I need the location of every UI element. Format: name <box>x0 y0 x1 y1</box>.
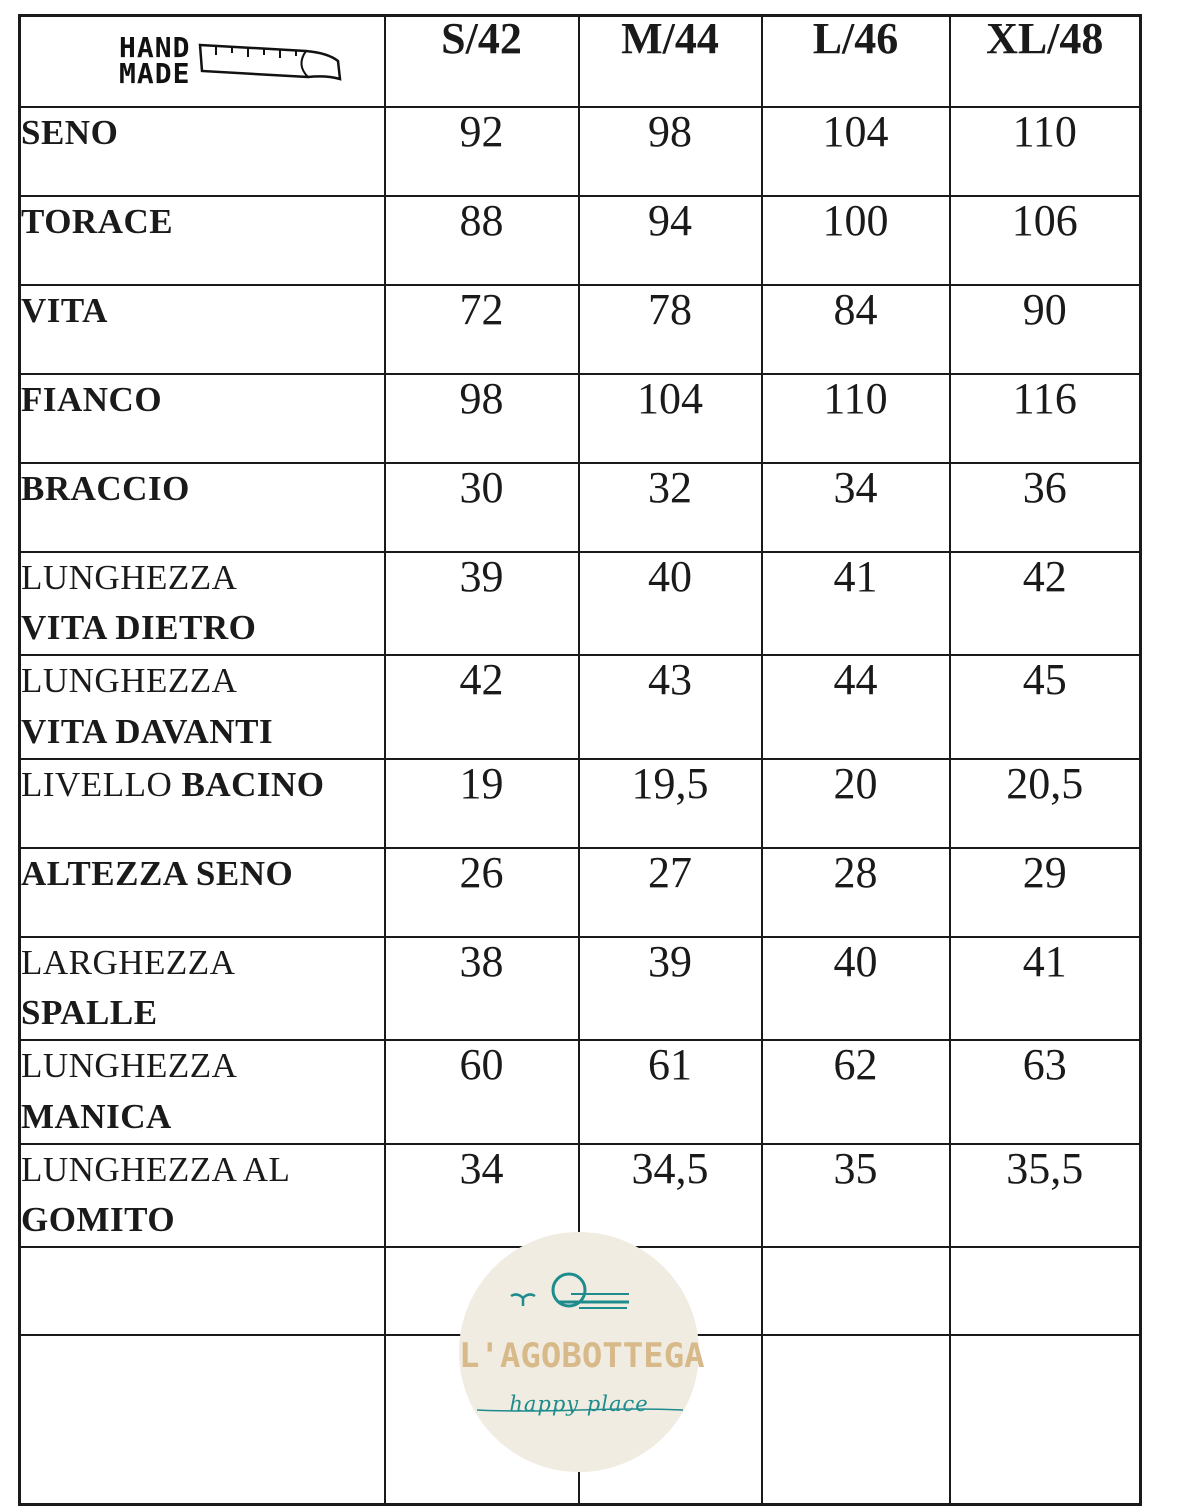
measurement-row <box>20 937 1141 1041</box>
measurement-label <box>20 196 385 285</box>
empty-cell <box>950 1335 1141 1504</box>
measurement-label-main: VITA DIETRO <box>21 608 257 648</box>
bird-icon <box>509 1290 539 1310</box>
measurement-value: 39 <box>385 552 579 656</box>
empty-cell <box>762 1247 950 1335</box>
measurement-row <box>20 848 1141 937</box>
logo-line-1: HAND <box>119 30 191 64</box>
measurement-value: 42 <box>950 552 1141 656</box>
measurement-row <box>20 374 1141 463</box>
header-row <box>20 16 1141 107</box>
measurement-value: 104 <box>579 374 762 463</box>
measurement-value: 104 <box>762 107 950 196</box>
measurement-label-prefix: LUNGHEZZA <box>21 557 238 597</box>
measurement-value: 34 <box>385 1144 579 1248</box>
measurement-value: 43 <box>579 655 762 759</box>
empty-cell <box>20 1335 385 1504</box>
measurement-row <box>20 552 1141 656</box>
measurement-label-main: SPALLE <box>21 993 158 1033</box>
measurement-row <box>20 463 1141 552</box>
measurement-label <box>20 285 385 374</box>
sun-horizon-icon <box>459 1232 699 1332</box>
measurement-label <box>20 937 385 1041</box>
measurement-value: 34,5 <box>579 1144 762 1248</box>
measurement-value: 116 <box>950 374 1141 463</box>
measurement-value: 35,5 <box>950 1144 1141 1248</box>
size-header-l: L/46 <box>762 16 950 107</box>
measurement-label-main: TORACE <box>21 201 174 241</box>
measurement-value: 88 <box>385 196 579 285</box>
measurement-row <box>20 1040 1141 1144</box>
measurement-label-main: BRACCIO <box>21 468 190 508</box>
tape-measure-icon <box>196 31 346 91</box>
lagobottega-badge <box>459 1232 705 1472</box>
measurement-value: 62 <box>762 1040 950 1144</box>
measurement-value: 35 <box>762 1144 950 1248</box>
measurement-value: 106 <box>950 196 1141 285</box>
measurement-value: 94 <box>579 196 762 285</box>
measurement-value: 34 <box>762 463 950 552</box>
measurement-value: 39 <box>579 937 762 1041</box>
measurement-row <box>20 655 1141 759</box>
measurement-value: 110 <box>762 374 950 463</box>
measurement-label-main: VITA <box>21 290 108 330</box>
measurement-value: 19 <box>385 759 579 848</box>
size-header-m: M/44 <box>579 16 762 107</box>
measurement-label <box>20 759 385 848</box>
measurement-value: 60 <box>385 1040 579 1144</box>
size-header-xl: XL/48 <box>950 16 1141 107</box>
badge-tagline: happy place <box>509 1392 649 1416</box>
tagline-underline <box>459 1402 699 1422</box>
measurement-value: 42 <box>385 655 579 759</box>
logo-line-2: MADE <box>119 57 191 91</box>
measurement-value: 30 <box>385 463 579 552</box>
measurement-label <box>20 552 385 656</box>
measurement-value: 90 <box>950 285 1141 374</box>
empty-cell <box>20 1247 385 1335</box>
measurement-value: 28 <box>762 848 950 937</box>
measurement-value: 20,5 <box>950 759 1141 848</box>
measurement-value: 41 <box>762 552 950 656</box>
measurement-label <box>20 655 385 759</box>
measurement-value: 29 <box>950 848 1141 937</box>
measurement-row <box>20 759 1141 848</box>
measurement-label <box>20 1144 385 1248</box>
size-header-s: S/42 <box>385 16 579 107</box>
measurement-value: 61 <box>579 1040 762 1144</box>
measurement-value: 32 <box>579 463 762 552</box>
measurement-value: 20 <box>762 759 950 848</box>
badge-brand-name: L'AGOBOTTEGA <box>459 1336 705 1376</box>
measurement-label-main: ALTEZZA SENO <box>21 853 294 893</box>
measurement-value: 26 <box>385 848 579 937</box>
measurement-value: 98 <box>579 107 762 196</box>
measurement-row <box>20 196 1141 285</box>
measurement-value: 40 <box>762 937 950 1041</box>
measurement-row <box>20 107 1141 196</box>
measurement-row <box>20 285 1141 374</box>
empty-cell <box>762 1335 950 1504</box>
measurement-value: 19,5 <box>579 759 762 848</box>
handmade-logo <box>119 30 191 91</box>
measurement-label-prefix: LIVELLO <box>21 764 173 804</box>
measurement-value: 38 <box>385 937 579 1041</box>
handmade-logo-cell <box>20 16 385 107</box>
measurement-label-main: BACINO <box>181 764 325 804</box>
measurement-value: 92 <box>385 107 579 196</box>
measurement-value: 45 <box>950 655 1141 759</box>
measurement-label-main: FIANCO <box>21 379 163 419</box>
measurement-label <box>20 463 385 552</box>
measurement-label <box>20 374 385 463</box>
measurement-label-prefix: LUNGHEZZA AL <box>21 1149 291 1189</box>
measurement-label-prefix: LARGHEZZA <box>21 942 236 982</box>
measurement-value: 100 <box>762 196 950 285</box>
measurement-label-main: MANICA <box>21 1096 172 1136</box>
measurement-label <box>20 848 385 937</box>
measurement-value: 36 <box>950 463 1141 552</box>
measurement-value: 78 <box>579 285 762 374</box>
empty-cell <box>950 1247 1141 1335</box>
measurement-value: 27 <box>579 848 762 937</box>
measurement-label-main: VITA DAVANTI <box>21 711 274 751</box>
measurement-label-main: GOMITO <box>21 1200 176 1240</box>
measurement-value: 44 <box>762 655 950 759</box>
measurement-value: 98 <box>385 374 579 463</box>
measurement-value: 72 <box>385 285 579 374</box>
measurement-value: 84 <box>762 285 950 374</box>
measurement-label-prefix: LUNGHEZZA <box>21 1046 238 1085</box>
measurement-label <box>20 107 385 196</box>
measurement-value: 63 <box>950 1040 1141 1144</box>
measurement-value: 110 <box>950 107 1141 196</box>
measurement-value: 41 <box>950 937 1141 1041</box>
measurement-value: 40 <box>579 552 762 656</box>
measurement-label-main: SENO <box>21 112 119 152</box>
measurement-label-prefix: LUNGHEZZA <box>21 661 238 700</box>
measurement-label <box>20 1040 385 1144</box>
